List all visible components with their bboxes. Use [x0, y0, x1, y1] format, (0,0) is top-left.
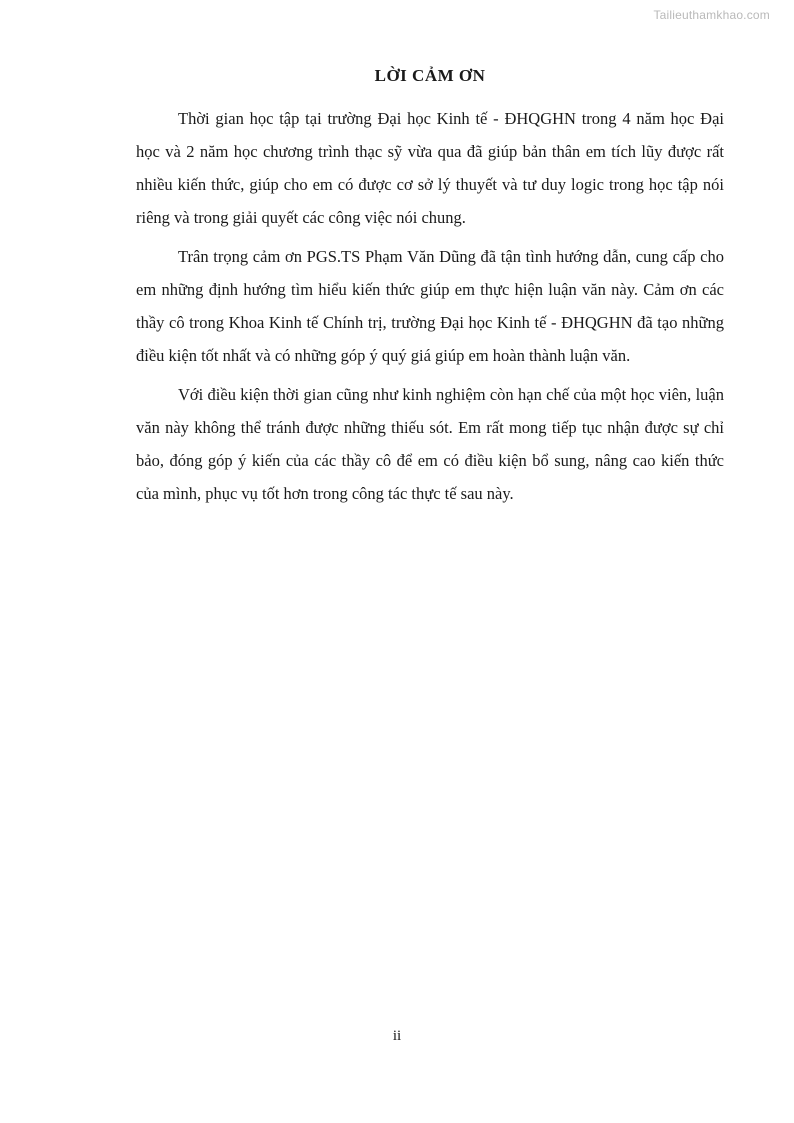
- page-title: LỜI CẢM ƠN: [374, 66, 486, 85]
- paragraph: Thời gian học tập tại trường Đại học Kinh tế - ĐHQGHN trong 4 năm học Đại học và 2 năm học chương trình thạc sỹ vừa qua đã giúp bản thân em tích lũy được rất nhiều kiến thức, giúp cho em có được cơ sở lý thuyết và tư duy logic trong học tập nói riêng và trong giải quyết các công việc nói chung.: [136, 109, 724, 227]
- document-content: [136, 66, 724, 510]
- watermark-text: Tailieuthamkhao.com: [653, 8, 770, 22]
- page-number: ii: [392, 1028, 402, 1044]
- paragraph: Với điều kiện thời gian cũng như kinh nghiệm còn hạn chế của một học viên, luận văn này không thể tránh được những thiếu sót. Em rất mong tiếp tục nhận được sự chỉ bảo, đóng góp ý kiến của các thầy cô để em có điều kiện bổ sung, nâng cao kiến thức của mình, phục vụ tốt hơn trong công tác thực tế sau này.: [136, 385, 724, 503]
- paragraph: Trân trọng cảm ơn PGS.TS Phạm Văn Dũng đã tận tình hướng dẫn, cung cấp cho em những định hướng tìm hiểu kiến thức giúp em thực hiện luận văn này. Cảm ơn các thầy cô trong Khoa Kinh tế Chính trị, trường Đại học Kinh tế - ĐHQGHN đã tạo những điều kiện tốt nhất và có những góp ý quý giá giúp em hoàn thành luận văn.: [136, 247, 724, 365]
